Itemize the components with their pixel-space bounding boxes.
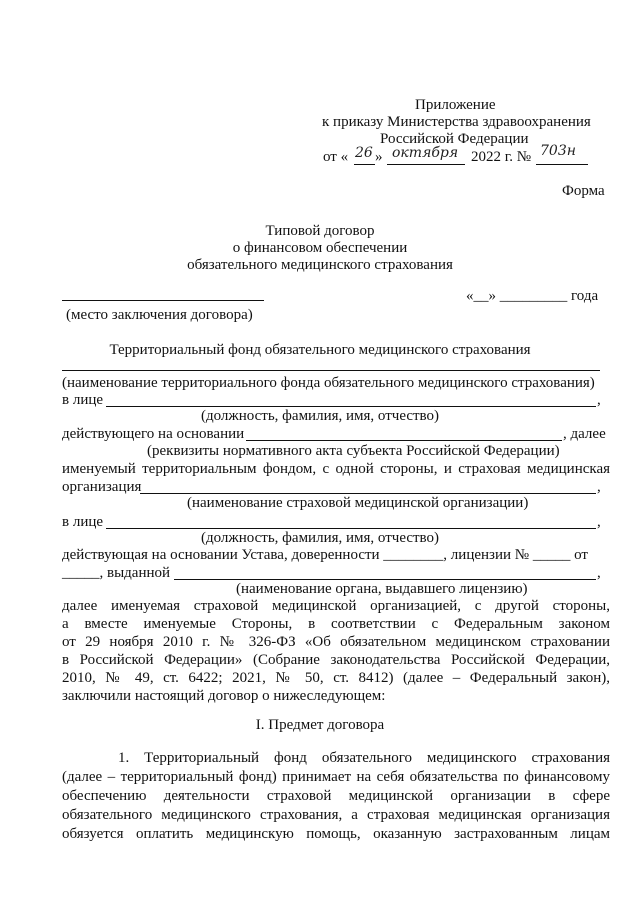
preamble-line: в Российской Федерации» (Собрание законодательства Российской Федерации, [62,652,610,668]
place-field-line[interactable] [62,300,264,301]
fund-name-field-line[interactable] [62,370,600,371]
place-caption: (место заключения договора) [66,307,253,323]
comma: , [597,392,601,408]
preamble-line: далее именуемая страховой медицинской организацией, с другой стороны, [62,598,610,614]
preamble-last-line: заключили настоящий договор о нижеследующем: [62,688,386,704]
federation-line: Российской Федерации [380,131,529,147]
acting-charter-line: действующая на основании Устава, доверенности ________, лицензии № _____ от [62,547,588,563]
further-label: , далее [563,426,606,442]
section-title: I. Предмет договора [255,717,385,733]
day-underline [354,164,375,165]
clause-line: 1. Территориальный фонд обязательного медицинского страхования [118,750,610,766]
fund-name: Территориальный фонд обязательного медицинского страхования [109,342,531,358]
act-field-line[interactable] [246,440,562,441]
order-number: 703н [540,143,576,159]
in-person-label: в лице [62,392,104,408]
title-line-2: о финансовом обеспечении [232,240,408,256]
licensor-caption: (наименование органа, выдавшего лицензию) [236,581,528,597]
order-day: 26 [355,145,373,161]
clause-line: обязуется оплатить медицинскую помощь, оказанную застрахованным лицам [62,826,610,842]
order-date-mid: » [375,149,383,165]
order-line: к приказу Министерства здравоохранения [322,114,591,130]
comma: , [597,479,601,495]
month-underline [387,164,465,165]
clause-line: обязательного медицинского страхования, а страховая медицинская организация [62,807,610,823]
in-person-label-2: в лице [62,514,104,530]
clause-line: (далее – территориальный фонд) принимает на себя обязательства по финансовому [62,769,610,785]
title-line-1: Типовой договор [265,223,375,239]
order-month: октября [392,145,459,161]
comma: , [597,565,601,581]
order-year: 2022 г. № [471,149,532,165]
preamble-line: а вместе именуемые Стороны, в соответствии с Федеральным законом [62,616,610,632]
person-caption-2: (должность, фамилия, имя, отчество) [200,530,440,546]
named-fund-line: именуемый территориальным фондом, с одной стороны, и страховая медицинская [62,461,610,477]
person-caption: (должность, фамилия, имя, отчество) [200,408,440,424]
form-label: Форма [562,183,605,199]
preamble-line: 2010, № 49, ст. 6422; 2021, № 50, ст. 8412) (далее – Федеральный закон), [62,670,610,686]
title-line-3: обязательного медицинского страхования [187,257,453,273]
preamble-line: от 29 ноября 2010 г. № 326-ФЗ «Об обязательном медицинском страховании [62,634,610,650]
comma: , [597,514,601,530]
fund-caption: (наименование территориального фонда обязательного медицинского страхования) [62,375,595,391]
appendix-label: Приложение [415,97,496,113]
act-caption: (реквизиты нормативного акта субъекта Российской Федерации) [147,443,560,459]
order-date-prefix: от « [323,149,349,165]
issued-label: _____, выданной [62,565,171,581]
number-underline [536,164,588,165]
clause-line: обеспечению деятельности страховой медицинской организации в сфере [62,788,610,804]
organization-label: организация [62,479,142,495]
org-caption: (наименование страховой медицинской организации) [187,495,529,511]
contract-date-field[interactable]: «__» _________ года [466,288,599,304]
acting-basis-label: действующего на основании [62,426,245,442]
